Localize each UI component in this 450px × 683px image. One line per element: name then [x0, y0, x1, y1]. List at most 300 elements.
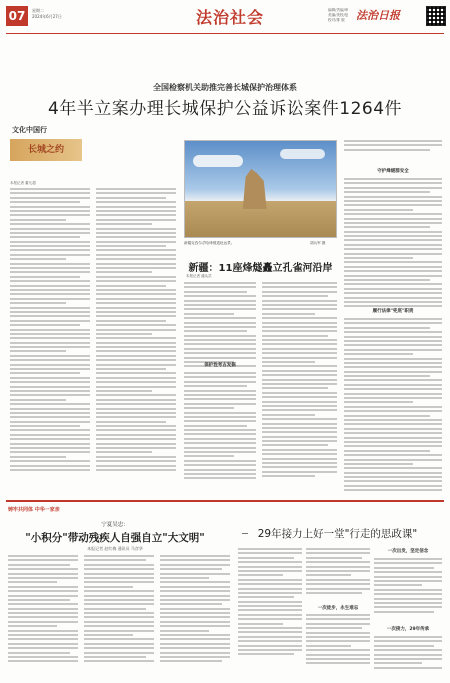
text-line	[262, 361, 315, 363]
text-line	[10, 219, 66, 221]
text-line	[10, 447, 90, 449]
text-line	[10, 355, 90, 357]
text-line	[262, 335, 328, 337]
text-line	[238, 574, 283, 576]
issue-date	[32, 8, 62, 20]
text-line	[160, 599, 230, 601]
text-line	[238, 579, 302, 581]
text-line	[184, 313, 234, 315]
section-subtitle: 守护烽燧群安全	[377, 169, 409, 174]
text-line	[344, 196, 442, 198]
text-line	[10, 263, 90, 265]
text-line	[262, 286, 337, 288]
sub-article-byline: 本报记者 潘从武	[186, 274, 212, 278]
text-line	[344, 144, 442, 146]
text-line	[238, 588, 302, 590]
text-line	[262, 379, 337, 381]
text-line	[10, 254, 90, 256]
text-line	[184, 304, 256, 306]
text-line	[10, 390, 90, 392]
text-line	[10, 188, 90, 190]
text-line	[344, 362, 442, 364]
text-line	[262, 370, 337, 372]
text-line	[344, 239, 442, 241]
text-line	[344, 336, 442, 338]
text-line	[96, 456, 176, 458]
text-line	[84, 586, 133, 588]
text-line	[262, 392, 337, 394]
text-line	[84, 621, 154, 623]
text-line	[10, 245, 90, 247]
text-line	[8, 581, 57, 583]
text-line	[10, 223, 90, 225]
text-line	[344, 366, 442, 368]
text-line	[96, 377, 176, 379]
text-line	[184, 464, 256, 466]
text-line	[344, 485, 442, 487]
text-line	[160, 608, 230, 610]
text-line	[184, 433, 256, 435]
text-line	[306, 566, 370, 568]
text-line	[262, 405, 337, 407]
text-line	[344, 322, 442, 324]
text-line	[262, 440, 337, 442]
text-line	[8, 586, 78, 588]
text-line	[96, 188, 176, 190]
text-line	[96, 298, 176, 300]
text-line	[306, 640, 370, 642]
top-story-headline: 4年半立案办理长城保护公益诉讼案件1264件	[47, 99, 403, 119]
text-line	[8, 647, 78, 649]
text-line	[8, 559, 78, 561]
text-line	[10, 197, 90, 199]
text-line	[8, 634, 78, 636]
text-line	[238, 596, 294, 598]
text-line	[262, 444, 328, 446]
text-line	[306, 583, 370, 585]
text-line	[160, 630, 209, 632]
text-line	[238, 627, 302, 629]
text-line	[344, 349, 442, 351]
text-line	[344, 410, 442, 412]
text-line	[344, 253, 442, 255]
text-line	[262, 387, 328, 389]
text-line	[84, 625, 154, 627]
text-line	[96, 329, 176, 331]
text-line	[84, 568, 154, 570]
text-line	[262, 374, 337, 376]
text-line	[238, 631, 302, 633]
article-column	[374, 636, 442, 676]
text-line	[96, 219, 176, 221]
text-line	[10, 443, 90, 445]
text-line	[10, 311, 90, 313]
text-line	[238, 561, 302, 563]
text-line	[8, 608, 78, 610]
editor-credit-line: 美编/美校/复	[328, 13, 349, 17]
text-line	[184, 403, 256, 405]
text-line	[10, 276, 80, 278]
text-line	[184, 357, 256, 359]
text-line	[84, 612, 154, 614]
text-line	[96, 434, 176, 436]
text-line	[344, 140, 442, 142]
text-line	[160, 647, 230, 649]
text-line	[8, 555, 78, 557]
text-line	[374, 558, 442, 560]
text-line	[160, 564, 230, 566]
text-line	[10, 289, 90, 291]
text-line	[84, 656, 146, 658]
text-line	[238, 653, 294, 655]
text-line	[306, 618, 370, 620]
column-logo	[10, 125, 82, 175]
text-line	[262, 322, 337, 324]
text-line	[160, 577, 209, 579]
text-line	[238, 583, 302, 585]
text-line	[344, 371, 442, 373]
text-line	[262, 471, 337, 473]
bottom-left-kicker: 宁夏吴忠：	[101, 522, 129, 528]
text-line	[344, 297, 442, 299]
text-line	[96, 416, 176, 418]
text-line	[10, 460, 90, 462]
text-line	[262, 365, 337, 367]
text-line	[10, 280, 90, 282]
text-line	[184, 286, 256, 288]
text-line	[374, 654, 442, 656]
text-line	[306, 658, 370, 660]
text-line	[344, 331, 442, 333]
text-line	[10, 271, 90, 273]
text-line	[262, 458, 337, 460]
text-line	[344, 275, 442, 277]
text-line	[96, 249, 176, 251]
text-line	[96, 241, 176, 243]
text-line	[96, 355, 176, 357]
text-line	[184, 442, 256, 444]
text-line	[160, 559, 230, 561]
text-line	[96, 285, 166, 287]
text-line	[344, 344, 442, 346]
text-line	[84, 581, 154, 583]
text-line	[96, 429, 176, 431]
text-line	[96, 258, 176, 260]
text-line	[184, 398, 256, 400]
text-line	[96, 236, 176, 238]
text-line	[184, 291, 247, 293]
text-line	[84, 573, 154, 575]
text-line	[84, 647, 154, 649]
text-line	[160, 612, 230, 614]
text-line	[10, 350, 66, 352]
text-line	[184, 282, 256, 284]
text-line	[344, 358, 442, 360]
text-line	[262, 304, 337, 306]
text-line	[262, 291, 337, 293]
column-logo-text: 文化中国行	[12, 126, 47, 134]
text-line	[8, 577, 78, 579]
text-line	[10, 381, 90, 383]
section-subtitle: 保护性考古发掘	[204, 363, 236, 368]
text-line	[238, 566, 302, 568]
text-line	[184, 438, 256, 440]
text-line	[344, 379, 442, 381]
column-logo-band: 长城之约	[10, 139, 82, 161]
text-line	[84, 638, 154, 640]
bottom-left-byline: 本报记者 赵红梅 通讯员 马彦华	[87, 546, 143, 551]
text-line	[238, 609, 302, 611]
text-line	[374, 606, 442, 608]
text-line	[96, 443, 176, 445]
text-line	[374, 598, 442, 600]
text-line	[262, 330, 337, 332]
text-line	[238, 548, 302, 550]
text-line	[10, 434, 90, 436]
text-line	[160, 656, 230, 658]
text-line	[184, 385, 247, 387]
section-divider	[6, 500, 444, 502]
article-column	[238, 548, 302, 676]
text-line	[10, 368, 90, 370]
text-line	[84, 630, 154, 632]
text-line	[344, 375, 430, 377]
text-line	[238, 557, 294, 559]
text-line	[96, 438, 176, 440]
sub-article-headline: 新疆：11座烽燧矗立孔雀河沿岸	[188, 263, 333, 274]
text-line	[8, 643, 78, 645]
text-line	[84, 577, 154, 579]
text-line	[10, 228, 90, 230]
text-line	[96, 372, 176, 374]
text-line	[344, 248, 442, 250]
text-line	[96, 320, 166, 322]
text-line	[306, 662, 370, 664]
text-line	[8, 660, 78, 662]
text-line	[10, 364, 90, 366]
text-line	[262, 431, 337, 433]
text-line	[96, 333, 152, 335]
text-line	[344, 200, 442, 202]
text-line	[306, 548, 370, 550]
text-line	[262, 317, 337, 319]
text-line	[184, 429, 256, 431]
text-line	[374, 649, 442, 651]
text-line	[184, 317, 256, 319]
editor-credit-line: 编辑/责编/审	[328, 8, 349, 12]
text-line	[262, 326, 337, 328]
text-line	[344, 283, 442, 285]
article-column	[374, 558, 442, 624]
text-line	[160, 643, 230, 645]
text-line	[344, 270, 442, 272]
text-line	[160, 621, 230, 623]
text-line	[344, 480, 442, 482]
text-line	[262, 348, 337, 350]
text-line	[160, 555, 230, 557]
text-line	[238, 601, 302, 603]
text-line	[262, 339, 337, 341]
text-line	[10, 346, 90, 348]
text-line	[238, 618, 302, 620]
text-line	[96, 403, 176, 405]
text-line	[96, 408, 176, 410]
text-line	[344, 209, 413, 211]
text-line	[344, 257, 413, 259]
text-line	[84, 564, 154, 566]
text-line	[10, 192, 90, 194]
section-subtitle: 履行法律"兜底"职责	[372, 309, 414, 314]
text-line	[96, 350, 176, 352]
newspaper-logo: 法治日报	[356, 9, 400, 22]
text-line	[96, 359, 176, 361]
text-line	[344, 415, 430, 417]
text-line	[374, 658, 442, 660]
text-line	[84, 555, 154, 557]
text-line	[96, 201, 176, 203]
text-line	[238, 570, 302, 572]
text-line	[262, 383, 337, 385]
text-line	[96, 399, 176, 401]
text-line	[344, 318, 442, 320]
text-line	[160, 660, 222, 662]
text-line	[344, 432, 442, 434]
feature-tag: 铸牢共同体 中华一家亲	[8, 507, 60, 513]
text-line	[238, 605, 302, 607]
text-line	[96, 346, 176, 348]
text-line	[306, 552, 370, 554]
text-line	[8, 590, 78, 592]
qr-code-icon	[426, 6, 446, 26]
article-column	[306, 548, 370, 603]
text-line	[160, 634, 230, 636]
text-line	[184, 381, 256, 383]
text-line	[96, 460, 176, 462]
text-line	[262, 308, 337, 310]
text-line	[344, 191, 430, 193]
text-line	[84, 616, 154, 618]
text-line	[344, 279, 430, 281]
text-line	[374, 667, 442, 669]
text-line	[184, 407, 234, 409]
text-line	[262, 409, 337, 411]
text-line	[306, 649, 370, 651]
text-line	[262, 357, 337, 359]
text-line	[10, 451, 90, 453]
text-line	[96, 421, 166, 423]
text-line	[10, 456, 66, 458]
article-column	[8, 555, 78, 677]
text-line	[10, 394, 90, 396]
text-line	[344, 459, 442, 461]
text-line	[10, 386, 90, 388]
article-column	[306, 614, 370, 676]
text-line	[96, 192, 176, 194]
text-line	[10, 201, 80, 203]
beacon-tower-photo	[184, 140, 337, 238]
section-subtitle: 一次接力，29年传承	[386, 627, 430, 632]
text-line	[184, 330, 247, 332]
text-line	[238, 640, 302, 642]
text-line	[10, 372, 80, 374]
text-line	[344, 261, 442, 263]
text-line	[374, 567, 434, 569]
text-line	[344, 393, 442, 395]
text-line	[262, 414, 315, 416]
text-line	[96, 368, 166, 370]
text-line	[344, 406, 442, 408]
text-line	[8, 656, 78, 658]
text-line	[344, 401, 413, 403]
text-line	[262, 313, 315, 315]
article-column	[262, 282, 337, 492]
text-line	[96, 342, 176, 344]
text-line	[84, 643, 154, 645]
section-title: 法治社会	[196, 8, 265, 27]
text-line	[8, 573, 78, 575]
section-subtitle: 一次徒步，永生难忘	[317, 606, 359, 611]
text-line	[10, 416, 90, 418]
text-line	[8, 603, 78, 605]
text-line	[344, 388, 442, 390]
text-line	[96, 311, 176, 313]
text-line	[262, 436, 337, 438]
text-line	[184, 469, 256, 471]
page-header	[6, 6, 444, 32]
text-line	[96, 223, 152, 225]
text-line	[344, 231, 442, 233]
text-line	[238, 645, 302, 647]
text-line	[262, 466, 337, 468]
text-line	[184, 372, 256, 374]
text-line	[184, 390, 256, 392]
text-line	[10, 285, 90, 287]
text-line	[8, 612, 78, 614]
text-line	[96, 425, 176, 427]
text-line	[8, 568, 78, 570]
text-line	[262, 401, 337, 403]
text-line	[344, 437, 442, 439]
text-line	[262, 418, 337, 420]
text-line	[96, 324, 176, 326]
text-line	[344, 266, 442, 268]
text-line	[238, 636, 302, 638]
text-line	[10, 293, 90, 295]
text-line	[262, 396, 337, 398]
text-line	[344, 182, 442, 184]
text-line	[96, 276, 176, 278]
text-line	[8, 638, 78, 640]
text-line	[10, 267, 90, 269]
text-line	[306, 627, 362, 629]
text-line	[374, 640, 442, 642]
text-line	[10, 469, 90, 471]
text-line	[8, 630, 78, 632]
text-line	[96, 254, 176, 256]
text-line	[160, 581, 230, 583]
text-line	[84, 590, 154, 592]
text-line	[306, 614, 370, 616]
text-line	[262, 343, 337, 345]
text-line	[344, 463, 413, 465]
text-line	[10, 359, 90, 361]
text-line	[184, 473, 256, 475]
text-line	[344, 384, 442, 386]
text-line	[96, 465, 176, 467]
text-line	[238, 623, 283, 625]
text-line	[184, 339, 256, 341]
text-line	[306, 579, 370, 581]
